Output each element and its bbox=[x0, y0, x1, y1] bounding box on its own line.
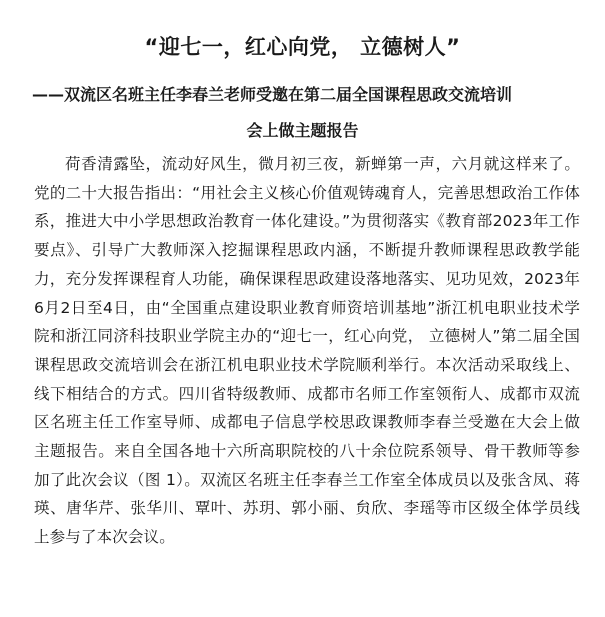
article-subtitle-continued: 会上做主题报告 bbox=[246, 121, 359, 140]
article-title: “迎七一，红心向党， 立德树人” bbox=[144, 35, 461, 59]
article-body-paragraph: 荷香清露坠，流动好风生，微月初三夜，新蝉第一声，六月就这样来了。党的二十大报告指出：“用社会主义核心价值观铸魂育人，完善思想政治工作体系，推进大中小学思想政治教育一体化建设。”为贯彻落实《教育部2023年工作要点》、引导广大教师深入挖掘课程思政内涵，不断提升教师课程思政教学能力，充分发挥课程育人功能，确保课程思政建设落地落实、见功见效，2023年6月2日至4日，由“全国重点建设职业教育师资培训基地”浙江机电职业技术学院和浙江同济科技职业学院主办的“迎七一，红心向党， 立德树人”第二届全国课程思政交流培训会在浙江机电职业技术学院顺利举行。本次活动采取线上、线下相结合的方式。四川省特级教师、成都市名师工作室领衔人、成都市双流区名班主任工作室导师、成都电子信息学校思政课教师李春兰受邀在大会上做主题报告。来自全国各地十六所高职院校的八十余位院系领导、骨干教师等参加了此次会议（图 1）。双流区名班主任李春兰工作室全体成员以及张含凤、蒋瑛、唐华芹、张华川、覃叶、苏玥、郭小丽、贠欣、李瑶等市区级全体学员线上参与了本次会议。 bbox=[34, 155, 580, 547]
article-subtitle: ——双流区名班主任李春兰老师受邀在第二届全国课程思政交流培训 bbox=[32, 85, 513, 104]
